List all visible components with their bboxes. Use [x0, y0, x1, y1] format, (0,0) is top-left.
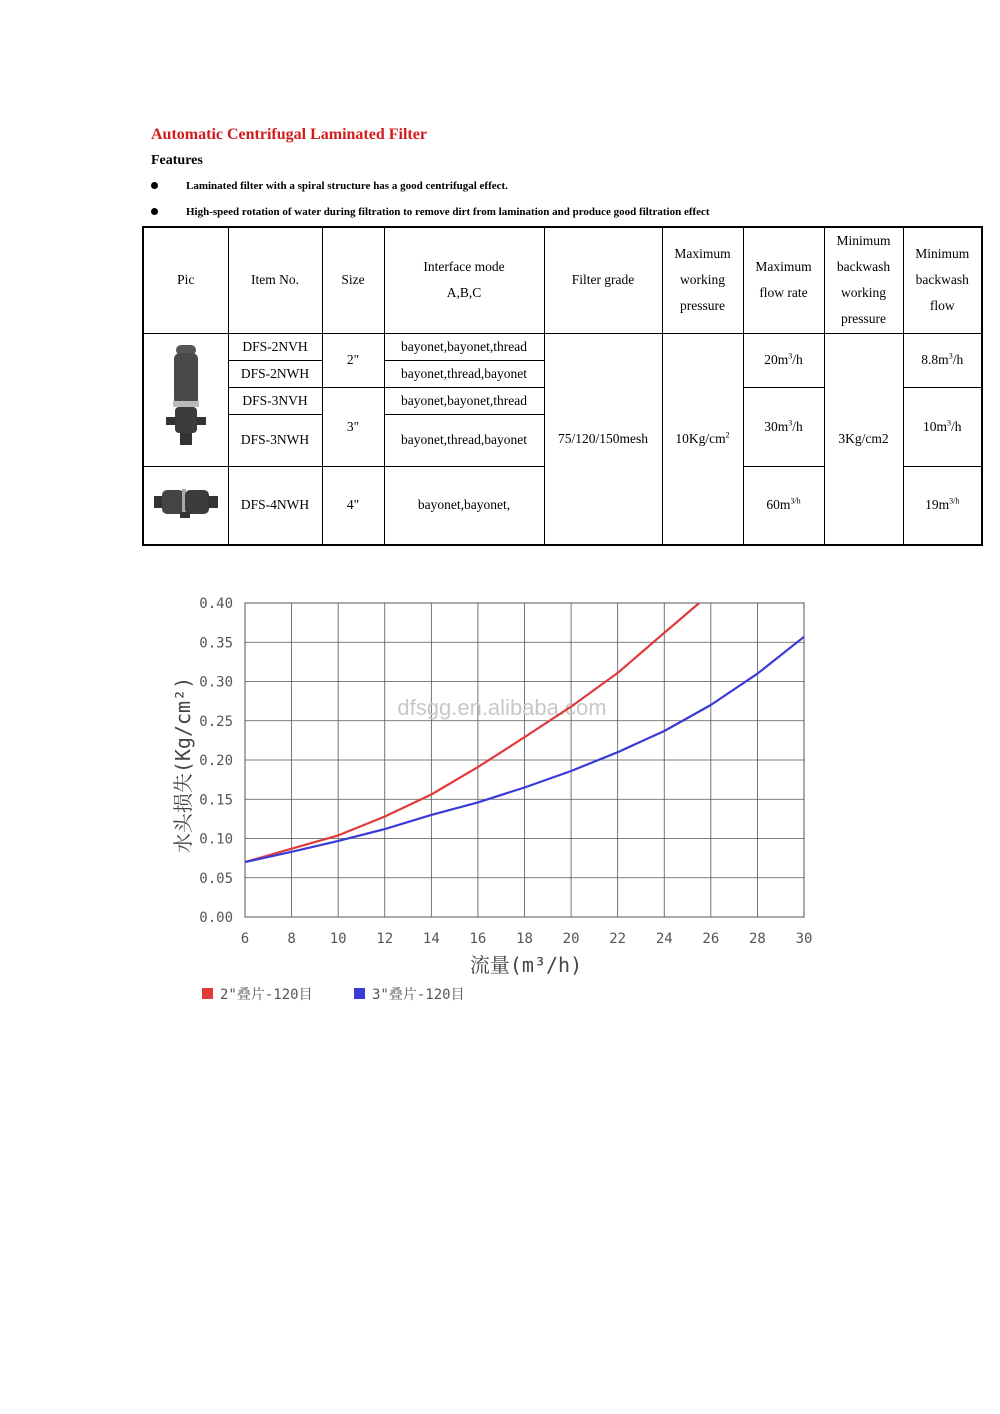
header-min-bw-pressure: [824, 227, 903, 333]
x-tick-label: 26: [702, 931, 720, 947]
x-tick-label: 18: [516, 931, 533, 947]
size-cell: 4": [322, 466, 384, 545]
item-no-cell: DFS-2NVH: [228, 333, 322, 360]
x-tick-label: 30: [795, 931, 813, 947]
header-filter-grade: Filter grade: [544, 227, 662, 333]
header-line: pressure: [680, 298, 725, 314]
min-bw-flow-cell: [903, 387, 982, 466]
table-header-row: [143, 227, 982, 333]
x-tick-label: 22: [609, 931, 627, 947]
flow-rate-cell: [743, 466, 824, 545]
flow-value: 60m: [766, 497, 791, 513]
features-heading: Features: [151, 153, 203, 168]
item-no-cell: DFS-4NWH: [228, 466, 322, 545]
header-line: Maximum: [674, 246, 731, 262]
min-bw-pressure-cell: 3Kg/cm2: [824, 333, 903, 545]
max-pressure-cell: [662, 333, 743, 545]
y-tick-label: 0.35: [199, 635, 233, 652]
interface-cell: bayonet,bayonet,thread: [384, 387, 544, 414]
interface-cell: bayonet,bayonet,: [384, 466, 544, 545]
bw-flow-value: 10m: [922, 418, 947, 434]
bullet-dot: [151, 208, 158, 215]
x-tick-label: 24: [655, 931, 673, 947]
interface-cell: bayonet,thread,bayonet: [384, 414, 544, 466]
bw-flow-sup: 3/h: [949, 496, 960, 506]
header-interface-line: A,B,C: [446, 285, 482, 301]
bw-flow-sup: 3: [948, 351, 953, 361]
header-line: backwash: [915, 272, 969, 288]
item-no-cell: DFS-3NWH: [228, 414, 322, 466]
header-line: backwash: [836, 259, 891, 275]
product-image-horizontal: [143, 466, 228, 545]
header-size: Size: [322, 227, 384, 333]
header-line: Maximum: [755, 259, 812, 275]
item-no-cell: DFS-3NVH: [228, 387, 322, 414]
chart-legend: [202, 986, 465, 1003]
chart-grid: [245, 603, 804, 917]
y-tick-label: 0.30: [199, 674, 233, 691]
y-tick-label: 0.25: [199, 713, 233, 730]
watermark-text: dfsgg.en.alibaba.com: [397, 695, 607, 720]
x-tick-label: 10: [329, 931, 347, 947]
feature-bullet: [151, 206, 710, 218]
header-interface-line: Interface mode: [423, 259, 505, 275]
x-tick-label: 8: [287, 931, 296, 947]
y-tick-label: 0.00: [199, 910, 233, 926]
flow-sup: 3: [788, 418, 793, 427]
bw-flow-tail: /h: [951, 418, 962, 434]
x-tick-label: 16: [469, 931, 487, 947]
header-line: flow rate: [759, 285, 808, 301]
header-interface: [384, 227, 544, 333]
flow-sup: 3/h: [790, 496, 801, 506]
bw-flow-value: 19m: [925, 497, 950, 513]
header-line: working: [680, 272, 725, 288]
flow-rate-cell: [743, 387, 824, 466]
max-pressure-sup: 2: [725, 430, 730, 440]
bullet-dot: [151, 182, 158, 189]
flow-value: 30m: [764, 418, 789, 434]
bw-flow-tail: /h: [952, 352, 964, 367]
y-tick-label: 0.40: [199, 596, 233, 612]
filter-horizontal-icon: [154, 484, 218, 518]
x-tick-label: 28: [748, 931, 766, 947]
flow-sup: 3: [788, 351, 793, 361]
header-max-flow: [743, 227, 824, 333]
x-tick-label: 20: [562, 931, 580, 947]
min-bw-flow-cell: [903, 333, 982, 387]
legend-swatch: [202, 988, 213, 999]
bw-flow-value: 8.8m: [921, 352, 949, 367]
size-cell: 2": [322, 333, 384, 387]
legend-label: 2"叠片-120目: [220, 987, 313, 1003]
product-image-vertical: [143, 333, 228, 466]
header-line: Minimum: [836, 233, 891, 249]
spec-table: [142, 226, 983, 546]
size-cell: 3": [322, 387, 384, 466]
x-tick-label: 14: [422, 931, 440, 947]
filter-grade-cell: 75/120/150mesh: [544, 333, 662, 545]
y-tick-label: 0.15: [199, 792, 233, 809]
header-max-pressure: [662, 227, 743, 333]
bw-flow-sup: 3: [947, 418, 951, 427]
header-line: Minimum: [915, 246, 970, 262]
feature-text: Laminated filter with a spiral structure has a good centrifugal effect.: [186, 180, 508, 192]
flow-value: 20m: [764, 352, 789, 367]
interface-cell: bayonet,bayonet,thread: [384, 333, 544, 360]
max-pressure-value: 10Kg/cm: [675, 430, 726, 446]
interface-cell: bayonet,thread,bayonet: [384, 360, 544, 387]
flow-tail: /h: [792, 418, 803, 434]
table-row: [143, 333, 982, 360]
header-line: pressure: [841, 311, 886, 327]
feature-text: High-speed rotation of water during filtration to remove dirt from lamination and produce good filtration effect: [186, 206, 710, 218]
pressure-loss-chart: [150, 585, 850, 1015]
x-axis-label: 流量(m³/h): [469, 953, 583, 977]
flow-tail: /h: [792, 352, 803, 367]
legend-label: 3"叠片-120目: [372, 987, 465, 1003]
page-title: Automatic Centrifugal Laminated Filter: [151, 126, 427, 143]
filter-vertical-icon: [166, 341, 206, 449]
x-tick-label: 12: [376, 931, 394, 947]
legend-swatch: [354, 988, 365, 999]
y-axis-label: 水头损失(Kg/cm²): [171, 676, 195, 854]
y-tick-label: 0.10: [199, 831, 233, 848]
x-tick-label: 6: [240, 931, 250, 947]
header-item-no: Item No.: [228, 227, 322, 333]
y-tick-label: 0.05: [199, 870, 233, 887]
feature-bullet: [151, 180, 508, 192]
header-pic: Pic: [143, 227, 228, 333]
header-min-bw-flow: [903, 227, 982, 333]
header-line: flow: [929, 298, 955, 314]
y-tick-label: 0.20: [199, 753, 233, 769]
min-bw-flow-cell: [903, 466, 982, 545]
flow-rate-cell: [743, 333, 824, 387]
header-line: working: [841, 285, 886, 301]
item-no-cell: DFS-2NWH: [228, 360, 322, 387]
